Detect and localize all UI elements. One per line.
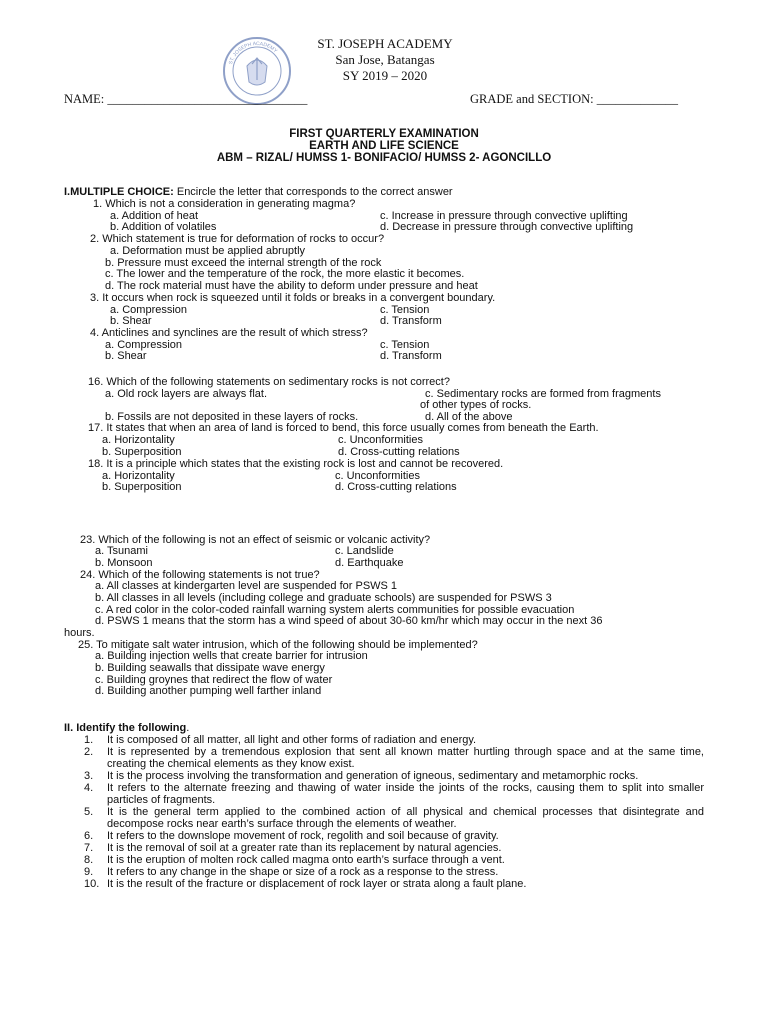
q18-option-c: c. Unconformities bbox=[335, 470, 420, 482]
q4-option-d: d. Transform bbox=[380, 350, 442, 362]
q17-stem: 17. It states that when an area of land is forced to bend, this force usually comes from beneath the Earth. bbox=[88, 422, 599, 434]
item-text: It is the process involving the transformation and generation of igneous, sedimentary and metamorphic rocks. bbox=[107, 770, 639, 782]
list-item bbox=[84, 734, 704, 746]
list-item bbox=[84, 854, 704, 866]
q24-option-b: b. All classes in all levels (including college and graduate schools) are suspended for PSWS 3 bbox=[95, 592, 552, 604]
part1-heading: I.MULTIPLE CHOICE: bbox=[64, 186, 174, 198]
q25-stem: 25. To mitigate salt water intrusion, which of the following should be implemented? bbox=[78, 639, 478, 651]
list-item bbox=[84, 878, 704, 890]
list-item bbox=[84, 806, 704, 830]
q18-option-b: b. Superposition bbox=[102, 481, 182, 493]
part1-instruction: Encircle the letter that corresponds to the correct answer bbox=[173, 186, 453, 198]
q4-option-c: c. Tension bbox=[380, 339, 430, 351]
school-address: San Jose, Batangas bbox=[335, 52, 435, 67]
q17-option-b: b. Superposition bbox=[102, 446, 182, 458]
item-number: 7. bbox=[84, 842, 94, 854]
q1-stem: 1. Which is not a consideration in generating magma? bbox=[93, 198, 356, 210]
q25-option-b: b. Building seawalls that dissipate wave energy bbox=[95, 662, 325, 674]
svg-text:ST. JOSEPH ACADEMY: ST. JOSEPH ACADEMY bbox=[227, 40, 279, 66]
q16-option-a: a. Old rock layers are always flat. bbox=[105, 388, 268, 400]
item-number: 1. bbox=[84, 734, 94, 746]
q23-option-c: c. Landslide bbox=[335, 545, 394, 557]
q1-option-a: a. Addition of heat bbox=[110, 210, 199, 222]
item-text: It is represented by a tremendous explosion that sent all known matter hurtling through space and at the same time, creating the chemical elements as they know exist. bbox=[107, 746, 704, 770]
list-item bbox=[84, 866, 704, 878]
sections-title: ABM – RIZAL/ HUMSS 1- BONIFACIO/ HUMSS 2- AGONCILLO bbox=[216, 152, 552, 164]
part2-heading-line bbox=[64, 722, 189, 734]
q18-option-d: d. Cross-cutting relations bbox=[335, 481, 457, 493]
school-year: SY 2019 – 2020 bbox=[342, 68, 428, 83]
q2-option-c: c. The lower and the temperature of the rock, the more elastic it becomes. bbox=[105, 268, 465, 280]
q24-stem: 24. Which of the following statements is not true? bbox=[80, 569, 320, 581]
q3-option-b: b. Shear bbox=[110, 315, 152, 327]
q16-option-c-continued: of other types of rocks. bbox=[420, 399, 532, 411]
q3-option-c: c. Tension bbox=[380, 304, 430, 316]
q16-stem: 16. Which of the following statements on sedimentary rocks is not correct? bbox=[88, 376, 450, 388]
q17-option-a: a. Horizontality bbox=[102, 434, 175, 446]
item-number: 9. bbox=[84, 866, 94, 878]
grade-section-field[interactable]: GRADE and SECTION: _____________ bbox=[470, 92, 678, 106]
q2-option-b: b. Pressure must exceed the internal strength of the rock bbox=[105, 257, 382, 269]
q25-option-c: c. Building groynes that redirect the flow of water bbox=[95, 674, 333, 686]
item-number: 5. bbox=[84, 806, 94, 818]
q18-option-a: a. Horizontality bbox=[102, 470, 175, 482]
q2-stem: 2. Which statement is true for deformation of rocks to occur? bbox=[90, 233, 385, 245]
item-number: 6. bbox=[84, 830, 94, 842]
part2-heading: II. Identify the following bbox=[64, 722, 187, 734]
q16-option-d: d. All of the above bbox=[425, 411, 513, 423]
q23-option-b: b. Monsoon bbox=[95, 557, 153, 569]
q16-option-c: c. Sedimentary rocks are formed from fragments bbox=[425, 388, 661, 400]
school-name: ST. JOSEPH ACADEMY bbox=[317, 36, 453, 51]
list-item bbox=[84, 830, 704, 842]
part1-heading-line bbox=[64, 186, 453, 198]
list-item bbox=[84, 746, 704, 770]
q23-stem: 23. Which of the following is not an effect of seismic or volcanic activity? bbox=[80, 534, 431, 546]
q25-option-a: a. Building injection wells that create barrier for intrusion bbox=[95, 650, 368, 662]
q3-option-d: d. Transform bbox=[380, 315, 442, 327]
q18-stem: 18. It is a principle which states that the existing rock is lost and cannot be recovered. bbox=[88, 458, 504, 470]
part2-heading-period: . bbox=[186, 722, 190, 734]
q2-option-d: d. The rock material must have the ability to deform under pressure and heat bbox=[105, 280, 478, 292]
q1-option-b: b. Addition of volatiles bbox=[110, 221, 217, 233]
q4-stem: 4. Anticlines and synclines are the result of which stress? bbox=[90, 327, 368, 339]
part2-list bbox=[84, 734, 704, 890]
q3-stem: 3. It occurs when rock is squeezed until it folds or breaks in a convergent boundary. bbox=[90, 292, 496, 304]
item-text: It is the removal of soil at a greater rate than its replacement by natural agencies. bbox=[107, 842, 502, 854]
item-text: It is composed of all matter, all light and other forms of radiation and energy. bbox=[107, 734, 477, 746]
q24-option-d-continued: hours. bbox=[64, 627, 95, 639]
q3-option-a: a. Compression bbox=[110, 304, 188, 316]
list-item bbox=[84, 782, 704, 806]
q17-option-d: d. Cross-cutting relations bbox=[338, 446, 460, 458]
item-text: It refers to the alternate freezing and thawing of water inside the joints of the rocks, causing them to split into smaller particles of fragments. bbox=[107, 782, 704, 806]
q1-option-c: c. Increase in pressure through convective uplifting bbox=[380, 210, 628, 222]
q24-option-d: d. PSWS 1 means that the storm has a wind speed of about 30-60 km/hr which may occur in the next 36 bbox=[95, 615, 603, 627]
item-number: 4. bbox=[84, 782, 94, 794]
q24-option-c: c. A red color in the color-coded rainfall warning system alerts communities for possible evacuation bbox=[95, 604, 575, 616]
item-number: 8. bbox=[84, 854, 94, 866]
q1-option-d: d. Decrease in pressure through convective uplifting bbox=[380, 221, 634, 233]
q24-option-a: a. All classes at kindergarten level are suspended for PSWS 1 bbox=[95, 580, 398, 592]
q4-option-a: a. Compression bbox=[105, 339, 183, 351]
q25-option-d: d. Building another pumping well farther inland bbox=[95, 685, 322, 697]
q23-option-d: d. Earthquake bbox=[335, 557, 404, 569]
exam-title: FIRST QUARTERLY EXAMINATION bbox=[289, 128, 479, 140]
item-text: It is the general term applied to the combined action of all physical and chemical processes that disintegrate and decompose rocks near earth’s surface through the elements of weather. bbox=[107, 806, 704, 830]
subject-title: EARTH AND LIFE SCIENCE bbox=[309, 140, 459, 152]
item-text: It refers to the downslope movement of rock, regolith and soil because of gravity. bbox=[107, 830, 499, 842]
name-field[interactable]: NAME: ________________________________ bbox=[64, 92, 308, 106]
list-item bbox=[84, 842, 704, 854]
q17-option-c: c. Unconformities bbox=[338, 434, 423, 446]
q23-option-a: a. Tsunami bbox=[95, 545, 148, 557]
item-number: 10. bbox=[84, 878, 100, 890]
item-text: It is the result of the fracture or displacement of rock layer or strata along a fault plane. bbox=[107, 878, 527, 890]
item-text: It refers to any change in the shape or size of a rock as a response to the stress. bbox=[107, 866, 499, 878]
item-number: 3. bbox=[84, 770, 94, 782]
q2-option-a: a. Deformation must be applied abruptly bbox=[110, 245, 306, 257]
item-text: It is the eruption of molten rock called magma onto earth’s surface through a vent. bbox=[107, 854, 505, 866]
q4-option-b: b. Shear bbox=[105, 350, 147, 362]
list-item bbox=[84, 770, 704, 782]
item-number: 2. bbox=[84, 746, 94, 758]
q16-option-b: b. Fossils are not deposited in these layers of rocks. bbox=[105, 411, 359, 423]
